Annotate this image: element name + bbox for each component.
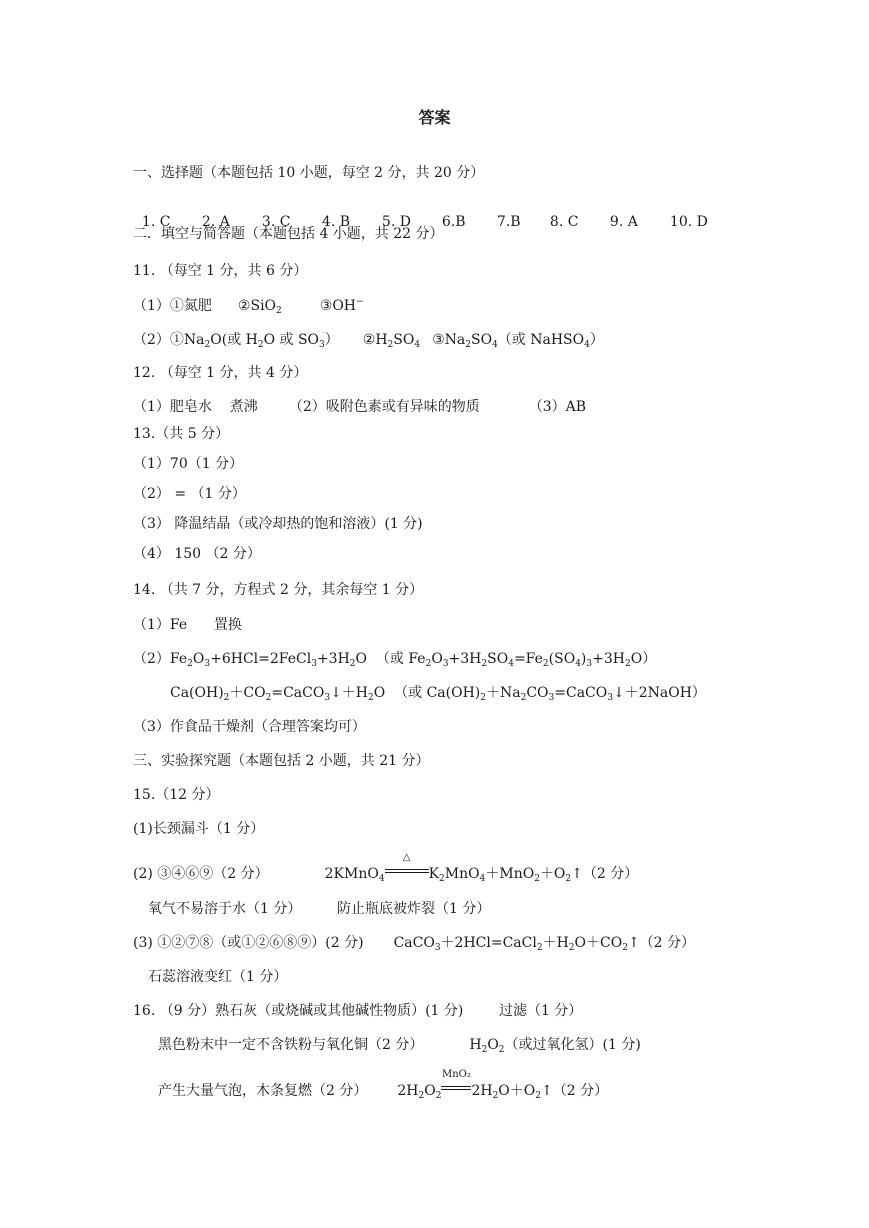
text: O）: [630, 651, 657, 667]
text: ＋CO: [229, 685, 266, 701]
text: +6HCl=2FeCl: [210, 651, 312, 667]
subscript: 2: [536, 943, 543, 953]
q15-line2: [133, 852, 639, 884]
subscript: 2: [439, 874, 445, 884]
subscript: 2: [492, 1091, 499, 1101]
subscript: 3: [311, 659, 317, 669]
page-title: 答案: [418, 108, 451, 127]
text: ↓＋2NaOH）: [612, 685, 706, 701]
subscript: 2: [223, 693, 230, 703]
subscript: 4: [479, 874, 486, 884]
mcq-answer: 8. C: [549, 214, 579, 230]
subscript: 2: [520, 693, 527, 703]
q14-equation1: [133, 650, 656, 668]
subscript: 2: [368, 693, 374, 703]
subscript: 4: [575, 659, 581, 669]
text: =CaCO: [271, 685, 325, 701]
mcq-answer: 10. D: [669, 214, 708, 230]
subscript: 2: [187, 659, 193, 669]
subscript: 2: [542, 659, 549, 669]
reaction-condition: [385, 852, 429, 883]
subscript: 3: [548, 693, 555, 703]
text: ）: [324, 332, 339, 348]
text: O＋CO: [574, 935, 623, 951]
subscript: 2: [418, 1091, 425, 1101]
subscript: 2: [481, 1045, 488, 1055]
subscript: 2: [465, 340, 471, 350]
q15-line5: 石蕊溶液变红（1 分）: [148, 969, 288, 985]
subscript: 2: [498, 1045, 505, 1055]
text: =CaCO: [554, 685, 608, 701]
text: Ca(OH): [170, 685, 224, 701]
subscript: 2: [349, 659, 356, 669]
text: ↑（2 分）: [571, 866, 639, 882]
text: ＋MnO: [485, 866, 535, 882]
q13-line2: （2） = （1 分）: [133, 486, 246, 502]
q16-line1: 16. （9 分）熟石灰（或烧碱或其他碱性物质）(1 分) 过滤（1 分）: [133, 1003, 583, 1019]
q11-line2: [133, 331, 604, 349]
subscript: 2: [535, 1091, 541, 1101]
text: (SO: [548, 651, 576, 667]
text: ②SiO: [237, 298, 277, 314]
mcq-answer: 5. D: [381, 214, 411, 230]
q11-header: 11. （每空 1 分，共 6 分）: [133, 263, 308, 279]
text: SO: [487, 651, 509, 667]
section2-heading: 二．填空与简答题（本题包括 4 小题，共 22 分）: [133, 226, 444, 242]
q15-line4: [133, 934, 695, 952]
subscript: 2: [534, 874, 540, 884]
subscript: 4: [492, 340, 498, 350]
subscript: 2: [265, 693, 272, 703]
text: CO: [526, 685, 549, 701]
text: O: [431, 651, 443, 667]
subscript: 3: [319, 340, 325, 350]
q16-line3: [158, 1069, 609, 1101]
q13-line4: （4） 150 （2 分）: [133, 546, 261, 562]
mcq-answer: 3. C: [261, 214, 291, 230]
text: ↑（2 分）: [541, 1083, 609, 1099]
subscript: 3: [434, 943, 441, 953]
superscript: −: [356, 297, 364, 307]
subscript: 3: [607, 693, 613, 703]
text: ↑（2 分）: [627, 935, 696, 951]
text: 黑色粉末中一定不含铁粉与氧化铜（2 分）: [158, 1037, 424, 1053]
subscript: 4: [414, 340, 421, 350]
section1-heading: 一、选择题（本题包括 10 小题，每空 2 分，共 20 分）: [133, 165, 485, 181]
subscript: 3: [204, 659, 211, 669]
text: K: [428, 866, 440, 882]
text: +3H: [448, 651, 482, 667]
text: O: [487, 1037, 499, 1053]
subscript: 2: [480, 693, 486, 703]
q16-line2: [158, 1036, 641, 1054]
text: H: [469, 1037, 482, 1053]
text: 2KMnO: [324, 866, 379, 882]
q12-header: 12. （每空 1 分，共 4 分）: [133, 365, 308, 381]
text: （2）Fe: [133, 651, 188, 667]
text: CaCO: [393, 935, 435, 951]
q13-header: 13.（共 5 分）: [133, 426, 230, 442]
q13-line1: （1）70（1 分）: [133, 456, 244, 472]
subscript: 2: [568, 943, 575, 953]
subscript: 2: [624, 659, 631, 669]
subscript: 3: [586, 659, 593, 669]
q15-line1: (1)长颈漏斗（1 分）: [133, 821, 265, 837]
text: （或 NaHSO: [497, 332, 585, 348]
text: +3H: [592, 651, 625, 667]
text: O 或 SO: [263, 332, 320, 348]
text: ）: [589, 332, 604, 348]
subscript: 2: [204, 340, 211, 350]
q15-header: 15.（12 分）: [133, 787, 220, 803]
subscript: 2: [387, 340, 394, 350]
text: O(或 H: [210, 332, 258, 348]
mcq-answer: 9. A: [609, 214, 638, 230]
subscript: 4: [584, 340, 590, 350]
q14-line1: （1）Fe 置换: [133, 617, 242, 633]
subscript: 2: [435, 1091, 442, 1101]
text: O: [192, 651, 205, 667]
subscript: 3: [442, 659, 449, 669]
q11-line1: [133, 297, 364, 315]
mcq-answer: 1. C: [141, 214, 171, 230]
q15-line3: 氧气不易溶于水（1 分） 防止瓶底被炸裂（1 分）: [148, 901, 491, 917]
mcq-answer: 4. B: [321, 214, 351, 230]
text: SO: [470, 332, 493, 348]
text: ②H: [362, 332, 388, 348]
text: （或过氧化氢）(1 分): [504, 1037, 641, 1053]
subscript: 4: [508, 659, 514, 669]
text: SO: [393, 332, 415, 348]
text: ＋Na: [485, 685, 521, 701]
text: +3H: [316, 651, 350, 667]
text: ＋O: [539, 866, 566, 882]
q12-line: （1）肥皂水 煮沸 （2）吸附色素或有异味的物质 （3）AB: [133, 399, 587, 415]
mcq-answer: 7.B: [496, 214, 521, 230]
text: MnO: [444, 866, 480, 882]
subscript: 3: [324, 693, 331, 703]
text: (3) ①②⑦⑧（或①②⑥⑧⑨）(2 分): [133, 935, 364, 951]
text: O （或 Fe: [355, 651, 426, 667]
q14-line4: （3）作食品干燥剂（合理答案均可）: [133, 719, 366, 735]
heat-symbol: △: [402, 852, 411, 863]
q13-line3: （3） 降温结晶（或冷却热的饱和溶液）(1 分): [133, 516, 423, 532]
subscript: 2: [257, 340, 264, 350]
catalyst-label: MnO₂: [441, 1069, 471, 1080]
text: （1）①氮肥: [133, 298, 212, 314]
subscript: 2: [565, 874, 572, 884]
text: ③OH: [319, 298, 357, 314]
text: 2H: [397, 1083, 419, 1099]
text: O: [424, 1083, 436, 1099]
subscript: 2: [425, 659, 432, 669]
q14-header: 14. （共 7 分，方程式 2 分，其余每空 1 分）: [133, 582, 424, 598]
text: ＋2HCl=CaCl: [440, 935, 537, 951]
subscript: 2: [276, 306, 282, 316]
text: ): [580, 651, 587, 667]
text: ↓＋H: [330, 685, 369, 701]
text: 产生大量气泡，木条复燃（2 分）: [158, 1083, 368, 1099]
text: ＋H: [542, 935, 569, 951]
text: O （或 Ca(OH): [373, 685, 481, 701]
subscript: 2: [481, 659, 488, 669]
q14-equation2: [170, 684, 706, 702]
mcq-answer: 6.B: [441, 214, 466, 230]
text: 2H: [471, 1083, 493, 1099]
text: (2) ③④⑥⑨（2 分）: [133, 866, 269, 882]
text: ③Na: [432, 332, 466, 348]
mcq-answer: 2. A: [201, 214, 230, 230]
subscript: 2: [622, 943, 628, 953]
text: =Fe: [513, 651, 543, 667]
text: （2）①Na: [133, 332, 205, 348]
text: O＋O: [498, 1083, 536, 1099]
reaction-condition: [441, 1069, 471, 1100]
section3-heading: 三、实验探究题（本题包括 2 小题，共 21 分）: [133, 753, 430, 769]
subscript: 4: [378, 874, 385, 884]
